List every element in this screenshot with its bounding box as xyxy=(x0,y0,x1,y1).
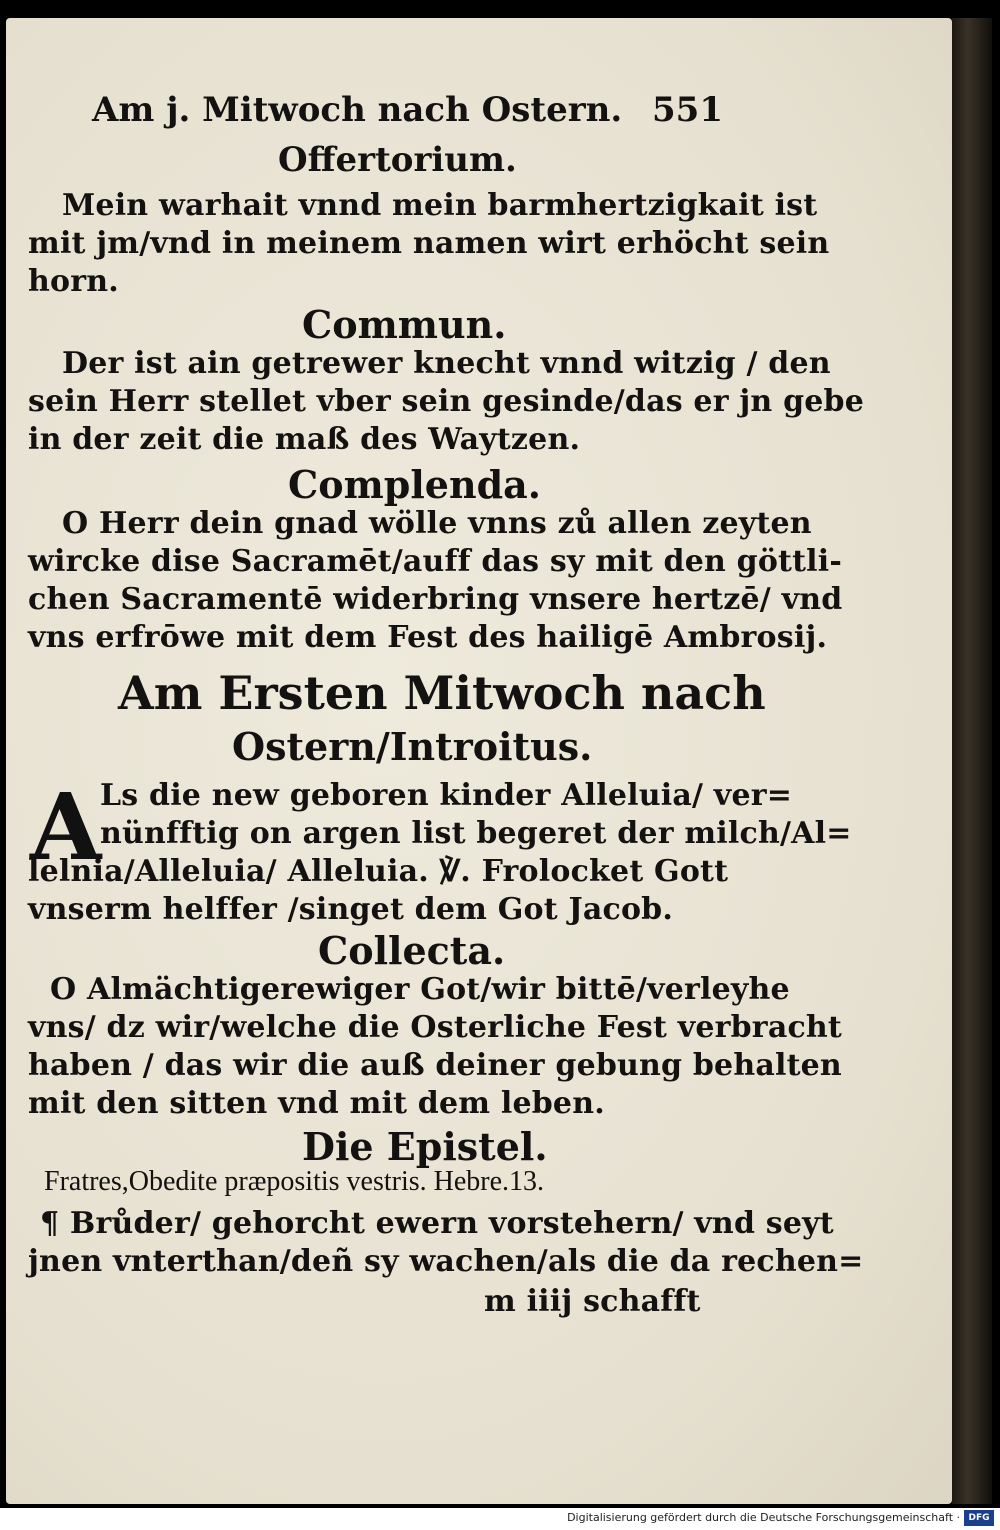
epistel-line-1: ¶ Brůder/ gehorcht ewern vorstehern/ vnd seyt xyxy=(40,1206,834,1241)
introitus-line-3: lelnia/Alleluia/ Alleluia. ℣. Frolocket Gott xyxy=(28,854,729,889)
running-head-title: Am j. Mitwoch nach Ostern. xyxy=(92,90,623,130)
complenda-line-2: wircke dise Sacramēt/auff das sy mit den göttli- xyxy=(28,544,842,579)
book-edge xyxy=(952,18,992,1504)
epistel-line-2: jnen vnterthan/deñ sy wachen/als die da rechen= xyxy=(28,1244,864,1279)
introitus-line-1: Ls die new geboren kinder Alleluia/ ver= xyxy=(100,778,793,813)
complenda-heading: Complenda. xyxy=(288,462,542,507)
complenda-line-3: chen Sacramentē widerbring vnsere hertzē/ vnd xyxy=(28,582,843,617)
complenda-line-1: O Herr dein gnad wölle vnns zů allen zeyten xyxy=(62,506,812,541)
main-title-line-2: Ostern/Introitus. xyxy=(232,724,593,769)
introitus-line-4: vnserm helffer /singet dem Got Jacob. xyxy=(28,892,673,927)
offertorium-line-3: horn. xyxy=(28,264,119,299)
complenda-line-4: vns erfrōwe mit dem Fest des hailigē Ambrosij. xyxy=(28,620,828,655)
commun-line-1: Der ist ain getrewer knecht vnnd witzig / den xyxy=(62,346,831,381)
offertorium-line-2: mit jm/vnd in meinem namen wirt erhöcht sein xyxy=(28,226,830,261)
decorated-initial: A xyxy=(30,773,102,881)
commun-line-3: in der zeit die maß des Waytzen. xyxy=(28,422,581,457)
main-title-line-1: Am Ersten Mitwoch nach xyxy=(118,666,766,720)
signature-catchword-line: m iiij schafft xyxy=(484,1284,701,1319)
commun-heading: Commun. xyxy=(302,302,507,347)
dfg-logo: DFG xyxy=(964,1510,994,1526)
collecta-heading: Collecta. xyxy=(318,928,506,973)
collecta-line-1: O Almächtigerewiger Got/wir bittē/verleyhe xyxy=(50,972,790,1007)
offertorium-heading: Offertorium. xyxy=(278,140,517,180)
introitus-line-2: nünfftig on argen list begeret der milch/Al= xyxy=(100,816,852,851)
epistel-latin-line: Fratres,Obedite præpositis vestris. Hebre.13. xyxy=(44,1166,545,1197)
commun-line-2: sein Herr stellet vber sein gesinde/das er jn gebe xyxy=(28,384,865,419)
collecta-line-3: haben / das wir die auß deiner gebung behalten xyxy=(28,1048,842,1083)
footer-credit: Digitalisierung gefördert durch die Deutsche Forschungsgemeinschaft · xyxy=(567,1511,960,1524)
collecta-line-2: vns/ dz wir/welche die Osterliche Fest verbracht xyxy=(28,1010,842,1045)
epistel-heading: Die Epistel. xyxy=(302,1124,548,1169)
collecta-line-4: mit den sitten vnd mit dem leben. xyxy=(28,1086,605,1121)
offertorium-line-1: Mein warhait vnnd mein barmhertzigkait ist xyxy=(62,188,818,223)
page-number: 551 xyxy=(652,90,723,130)
